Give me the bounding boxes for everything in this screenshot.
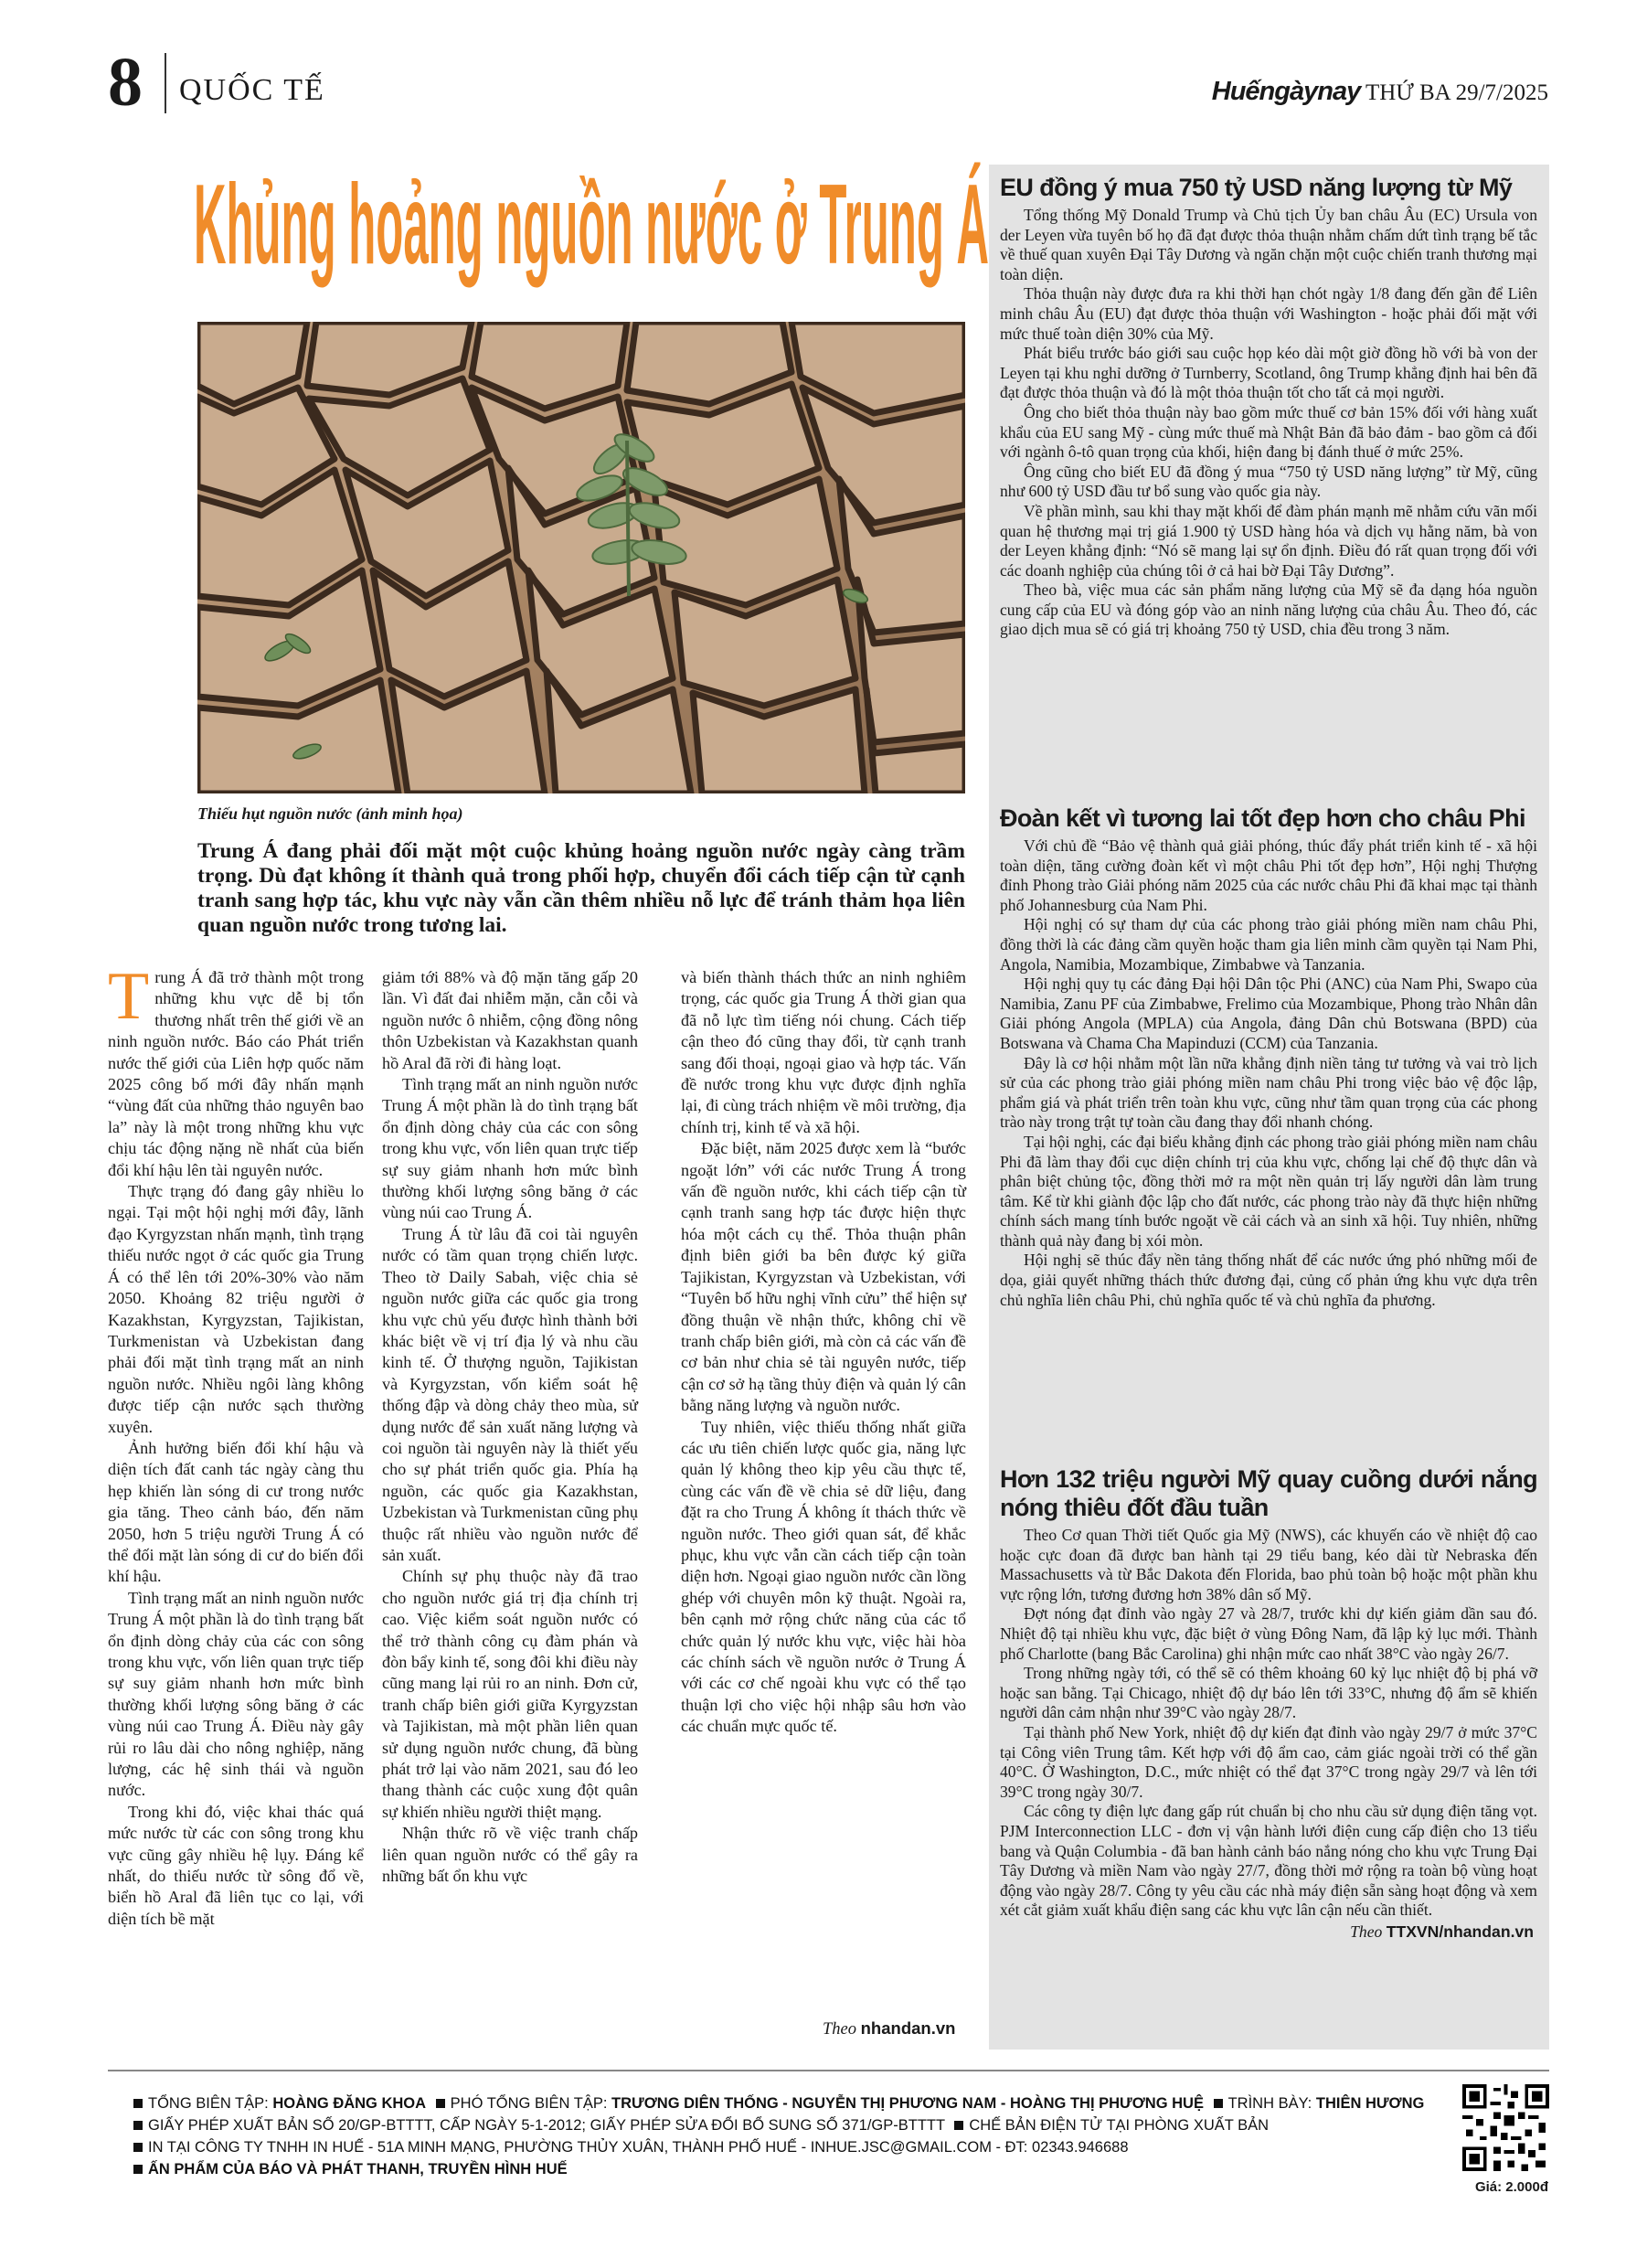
sidebar-paragraph: Ông cũng cho biết EU đã đồng ý mua “750 tỷ USD năng lượng” từ Mỹ, cũng như 600 tỷ USD đầu tư bổ sung vào quốc gia này. [1000, 462, 1537, 501]
article-paragraph: Nhận thức rõ về việc tranh chấp liên quan nguồn nước có thể gây ra những bất ổn khu vực [382, 1824, 638, 1886]
article-headline [194, 155, 989, 293]
sidebar-paragraph: Với chủ đề “Bảo vệ thành quả giải phóng, thúc đẩy phát triển kinh tế - xã hội toàn diện, tăng cường đoàn kết vì một châu Phi tốt đẹp hơn”, Hội nghị Thượng đỉnh Phong trào Giải phóng năm 2025 của các nước châu Phi đã khai mạc tại thành phố Johannesburg của Nam Phi. [1000, 836, 1537, 914]
article-paragraph: Thực trạng đó đang gây nhiều lo ngại. Tại một hội nghị mới đây, lãnh đạo Kyrgyzstan nhấn mạnh, tình trạng thiếu nước ngọt ở các quốc gia Trung Á có thể lên tới 20%-30% vào năm 2050. Khoảng 82 triệu người ở Kazakhstan, Kyrgyzstan, Tajikistan, Turkmenistan và Uzbekistan đang phải đối mặt tình trạng mất an ninh nguồn nước. Nhiều ngôi làng không được tiếp cận nước sạch thường xuyên. [108, 1182, 364, 1436]
sidebar-story-africa [1000, 804, 1537, 1310]
newspaper-logo: Huếngàynay [1211, 77, 1361, 106]
article-source: Theo nhandan.vn [823, 2018, 956, 2039]
article-paragraph: Tuy nhiên, việc thiếu thống nhất giữa các ưu tiên chiến lược quốc gia, năng lực quản lý không theo kịp yêu cầu thực tế, cùng các vấn đề về chia sẻ dữ liệu, đang đặt ra cho Trung Á không ít thách thức về nguồn nước. Theo giới quan sát, để khắc phục, khu vực vẫn cần cách tiếp cận toàn diện hơn. Ngoại giao nguồn nước cần lồng ghép với chuyên môn kỹ thuật. Ngoài ra, bên cạnh mở rộng chức năng của các tổ chức quản lý nước khu vực, việc hài hòa các chính sách về nguồn nước ở Trung Á với các cơ chế ngoài khu vực có thể tạo thuận lợi cho việc hội nhập sâu hơn vào các chuẩn mực quốc tế. [681, 1417, 966, 1736]
article-lead: Trung Á đang phải đối mặt một cuộc khủng hoảng nguồn nước ngày càng trầm trọng. Dù đạt không ít thành quả trong phối hợp, chuyển đổi cách tiếp cận từ cạnh tranh sang hợp tác, khu vực này vẫn cần thêm nhiều nỗ lực để tránh thảm họa liên quan nguồn nước trong tương lai. [197, 839, 965, 937]
photo-caption: Thiếu hụt nguồn nước (ảnh minh họa) [197, 804, 463, 823]
sidebar-paragraph: Ông cho biết thỏa thuận này bao gồm mức thuế cơ bản 15% đối với hàng xuất khẩu của EU sang Mỹ - cùng mức thuế mà Nhật Bản đã bảo đảm - bao gồm cả đối với ngành ô-tô quan trọng của khối, hiện đang bị đánh thuế ở mức 25%. [1000, 402, 1537, 462]
sidebar-story-heatwave [1000, 1465, 1537, 1942]
imprint-row: IN TẠI CÔNG TY TNHH IN HUẾ - 51A MINH MẠNG, PHƯỜNG THỦY XUÂN, THÀNH PHỐ HUẾ - INHUE.JSC@GMAIL.COM - ĐT: 02343.946688 [128, 2137, 1426, 2159]
sidebar-paragraph: Đợt nóng đạt đỉnh vào ngày 27 và 28/7, trước khi dự kiến giảm dần sau đó. Nhiệt độ tại nhiều khu vực, đặc biệt ở vùng Đông Nam, đã lập kỷ lục mới. Thành phố Charlotte (bang Bắc Carolina) ghi nhận mức cao nhất 38°C vào ngày 26/7. [1000, 1604, 1537, 1663]
sidebar-story-title: Đoàn kết vì tương lai tốt đẹp hơn cho châu Phi [1000, 804, 1525, 832]
sidebar-paragraph: Hội nghị quy tụ các đảng Đại hội Dân tộc Phi (ANC) của Nam Phi, Swapo của Namibia, Zanu PF của Zimbabwe, Frelimo của Mozambique, Phong trào Nhân dân Giải phóng Angola (MPLA) của Angola, đảng Dân chủ Botswana (BPD) của Botswana và Chama Cha Mapinduzi (CCM) của Tanzania. [1000, 974, 1537, 1052]
drop-cap: T [108, 959, 150, 1034]
imprint-footer [128, 2093, 1426, 2181]
article-column-3 [681, 967, 966, 1738]
article-column-2 [382, 967, 638, 1887]
article-paragraph: giảm tới 88% và độ mặn tăng gấp 20 lần. Vì đất đai nhiễm mặn, cằn cỗi và nguồn nước ô nhiễm, cộng đồng nông thôn Uzbekistan và Kazakhstan quanh hồ Aral đã rời đi hàng loạt. [382, 968, 638, 1072]
imprint-row: TỔNG BIÊN TẬP: HOÀNG ĐĂNG KHOA PHÓ TỔNG BIÊN TẬP: TRƯƠNG DIÊN THỐNG - NGUYỄN THỊ PHƯƠNG NAM - HOÀNG THỊ PHƯƠNG HUỆ TRÌNH BÀY: THIÊN HƯƠNG [128, 2093, 1426, 2115]
imprint-row: GIẤY PHÉP XUẤT BẢN SỐ 20/GP-BTTTT, CẤP NGÀY 5-1-2012; GIẤY PHÉP SỬA ĐỔI BỔ SUNG SỐ 371/GP-BTTTT CHẾ BẢN ĐIỆN TỬ TẠI PHÒNG XUẤT BẢN [128, 2115, 1426, 2137]
page-number: 8 [108, 44, 143, 121]
article-paragraph: Trung Á đã trở thành một trong những khu vực dễ bị tổn thương nhất trên thế giới về an ninh nguồn nước. Báo cáo Phát triển nước thế giới của Liên hợp quốc năm 2025 công bố mới đây nhấn mạnh “vùng đất của những thảo nguyên bao la” này là một trong những khu vực chịu tác động nặng nề nhất của biến đổi khí hậu lên tài nguyên nước. [108, 959, 364, 1179]
issue-date: THỨ BA 29/7/2025 [1365, 80, 1548, 105]
sidebar-paragraph: Theo bà, việc mua các sản phẩm năng lượng của Mỹ sẽ đa dạng hóa nguồn cung cấp của EU và đóng góp vào an ninh năng lượng của châu Âu. Theo đó, các giao dịch mua sẽ có giá trị khoảng 750 tỷ USD, chia đều trong 3 năm. [1000, 580, 1537, 639]
article-paragraph: Đặc biệt, năm 2025 được xem là “bước ngoặt lớn” với các nước Trung Á trong vấn đề nguồn nước, khi cách tiếp cận từ cạnh tranh sang hợp tác được hiện thực hóa một cách cụ thể. Thỏa thuận phân định biên giới ba bên được ký giữa Tajikistan, Kyrgyzstan và Uzbekistan, với “Tuyên bố hữu nghị vĩnh cửu” thể hiện sự đồng thuận về nhận thức, không chỉ về tranh chấp biên giới, mà còn cả các vấn đề cơ bản như chia sẻ tài nguyên nước, tiếp cận cơ sở hạ tầng thủy điện và quản lý cân bằng năng lượng và nguồn nước. [681, 1139, 966, 1415]
sidebar-source: Theo TTXVN/nhandan.vn [1350, 1922, 1534, 1941]
article-photo [197, 322, 965, 793]
sidebar-paragraph: Tại thành phố New York, nhiệt độ dự kiến đạt đỉnh vào ngày 29/7 ở mức 37°C tại Công viên Trung tâm. Kết hợp với độ ẩm cao, cảm giác ngoài trời có thể gần 40°C. Ở Washington, D.C., mức nhiệt có thể đạt 37°C trong ngày 29/7 và lên tới 39°C trong ngày 30/7. [1000, 1722, 1537, 1801]
sidebar-paragraph: Về phần mình, sau khi thay mặt khối để đàm phán mạnh mẽ nhằm cứu vãn mối quan hệ thương mại trị giá 1.900 tỷ USD hàng hóa và dịch vụ hằng năm, bà von der Leyen khẳng định: “Nó sẽ mang lại sự ổn định. Điều đó rất quan trọng đối với các doanh nghiệp của chúng tôi ở cả hai bờ Đại Tây Dương”. [1000, 501, 1537, 580]
sidebar-paragraph: Trong những ngày tới, có thể sẽ có thêm khoảng 60 kỷ lục nhiệt độ bị phá vỡ hoặc san bằng. Tại Chicago, nhiệt độ dự báo lên tới 33°C, nhưng độ ẩm sẽ khiến người dân cảm nhận như 39°C vào ngày 28/7. [1000, 1664, 1537, 1722]
sidebar-paragraph: Hội nghị có sự tham dự của các phong trào giải phóng miền nam châu Phi, đồng thời là các đảng cầm quyền hoặc tham gia liên minh cầm quyền tại Nam Phi, Angola, Namibia, Mozambique, Zimbabwe và Tanzania. [1000, 915, 1537, 974]
footer-divider [108, 2070, 1549, 2071]
sidebar-paragraph: Tổng thống Mỹ Donald Trump và Chủ tịch Ủy ban châu Âu (EC) Ursula von der Leyen vừa tuyên bố họ đã đạt được thỏa thuận nhằm chấm dứt tình trạng bế tắc về thuế quan xuyên Đại Tây Dương và ngăn chặn một cuộc chiến tranh thương mại toàn diện. [1000, 206, 1537, 283]
article-paragraph: Tình trạng mất an ninh nguồn nước Trung Á một phần là do tình trạng bất ổn định dòng chảy của các con sông trong khu vực, vốn liên quan trực tiếp sự suy giảm nhanh hơn mức bình thường khối lượng sông băng ở các vùng núi cao Trung Á. [382, 1075, 638, 1222]
sidebar-paragraph: Tại hội nghị, các đại biểu khẳng định các phong trào giải phóng miền nam châu Phi đã làm thay đổi cục diện chính trị của khu vực, chống lại chế độ thực dân và phân biệt chủng tộc, đồng thời mở ra một nền quản trị lấy người dân làm trung tâm. Kể từ khi giành độc lập cho đất nước, các phong trào này đã thực hiện những chính sách mang tính bước ngoặt về cải cách và an sinh xã hội. Tuy nhiên, những thành quả này đang bị xói mòn. [1000, 1132, 1537, 1250]
sidebar-paragraph: Thỏa thuận này được đưa ra khi thời hạn chót ngày 1/8 đang đến gần để Liên minh châu Âu (EU) đạt được thỏa thuận với Washington - hoặc phải đối mặt với mức thuế toàn diện 30% của Mỹ. [1000, 284, 1537, 343]
sidebar-paragraph: Theo Cơ quan Thời tiết Quốc gia Mỹ (NWS), các khuyến cáo về nhiệt độ cao hoặc cực đoan đã được ban hành tại 29 tiểu bang, kéo dài từ Nebraska đến Massachusetts và từ Bắc Dakota đến Florida, bao phủ toàn bộ hoặc một phần khu vực rộng lớn, tương đương hơn 38% dân số Mỹ. [1000, 1526, 1537, 1603]
sidebar-story-title: EU đồng ý mua 750 tỷ USD năng lượng từ Mỹ [1000, 174, 1513, 201]
sidebar-paragraph: Đây là cơ hội nhằm một lần nữa khẳng định niền tảng tư tưởng và vai trò lịch sử của các phong trào giải phóng miền nam châu Phi trong việc bảo vệ độc lập, phẩm giá và phát triển trên toàn khu vực, cũng như tầm quan trọng của các phong trào này trong trật tự toàn cầu đang thay đổi nhanh chóng. [1000, 1053, 1537, 1132]
sidebar-paragraph: Hội nghị sẽ thúc đẩy nền tảng thống nhất để các nước ứng phó những mối đe dọa, giải quyết những thách thức đương đại, củng cố phản ứng khu vực dựa trên chủ nghĩa liên châu Phi, chủ nghĩa quốc tế và chủ nghĩa đa phương. [1000, 1251, 1537, 1309]
article-paragraph: Tình trạng mất an ninh nguồn nước Trung Á một phần là do tình trạng bất ổn định dòng chảy của các con sông trong khu vực, vốn liên quan trực tiếp sự suy giảm nhanh hơn mức bình thường khối lượng sông băng ở các vùng núi cao Trung Á. Điều này gây rủi ro lâu dài cho nông nghiệp, năng lượng, các hệ sinh thái và nguồn nước. [108, 1588, 364, 1800]
price-label: Giá: 2.000đ [1474, 2179, 1548, 2195]
article-paragraph: Ảnh hưởng biến đổi khí hậu và diện tích đất canh tác ngày càng thu hẹp khiến làn sóng di cư trong nước gia tăng. Theo cảnh báo, đến năm 2050, hơn 5 triệu người Trung Á có thể đối mặt làn sóng di cư do biến đổi khí hậu. [108, 1438, 364, 1586]
section-divider [165, 53, 166, 113]
imprint-row: ẤN PHẨM CỦA BÁO VÀ PHÁT THANH, TRUYỀN HÌNH HUẾ [128, 2159, 1426, 2181]
article-paragraph: Trong khi đó, việc khai thác quá mức nước từ các con sông trong khu vực cũng gây nhiều hệ lụy. Đáng kể nhất, do thiếu nước từ sông đổ về, biển hồ Aral đã liên tục co lại, với diện tích bề mặt [108, 1802, 364, 1928]
sidebar-story-eu [1000, 174, 1537, 640]
article-paragraph: Chính sự phụ thuộc này đã trao cho nguồn nước giá trị địa chính trị cao. Việc kiểm soát nguồn nước có thể trở thành công cụ đàm phán và đòn bẩy kinh tế, song đôi khi điều này cũng mang lại rủi ro an ninh. Đơn cử, tranh chấp biên giới giữa Kyrgyzstan và Tajikistan, mà một phần liên quan sử dụng nguồn nước chung, đã bùng phát trở lại vào năm 2021, sau đó leo thang thành các cuộc xung đột quân sự khiến nhiều người thiệt mạng. [382, 1567, 638, 1821]
sidebar-paragraph: Các công ty điện lực đang gấp rút chuẩn bị cho nhu cầu sử dụng điện tăng vọt. PJM Interconnection LLC - đơn vị vận hành lưới điện cung cấp điện cho 13 tiểu bang và Quận Columbia - đã ban hành cảnh báo nắng nóng cho khu vực Trung Đại Tây Dương và miền Nam vào ngày 27/7, đồng thời mở rộng ra toàn bộ vùng hoạt động vào ngày 28/7. Công ty yêu cầu các nhà máy điện sẵn sàng hoạt động và xem xét cắt giảm xuất khẩu điện sang các khu vực lân cận nếu cần thiết. [1000, 1802, 1537, 1920]
sidebar-paragraph: Phát biểu trước báo giới sau cuộc họp kéo dài một giờ đồng hồ với bà von der Leyen tại khu nghỉ dưỡng ở Turnberry, Scotland, ông Trump khẳng định hai bên đã đạt được thỏa thuận và đó là một thỏa thuận tốt cho tất cả mọi người. [1000, 344, 1537, 402]
masthead [1212, 77, 1548, 107]
section-name: QUỐC TẾ [179, 73, 325, 107]
article-paragraph: Trung Á từ lâu đã coi tài nguyên nước có tầm quan trọng chiến lược. Theo tờ Daily Sabah, việc chia sẻ nguồn nước giữa các quốc gia trong khu vực chủ yếu được hình thành bởi khác biệt về vị trí địa lý và nhu cầu kinh tế. Ở thượng nguồn, Tajikistan và Kyrgyzstan, vốn kiểm soát hệ thống đập và dòng chảy theo mùa, sử dụng nước để sản xuất năng lượng và coi nguồn tài nguyên này là thiết yếu cho sự phát triển quốc gia. Phía hạ nguồn, các quốc gia Kazakhstan, Uzbekistan và Turkmenistan cũng phụ thuộc rất nhiều vào nguồn nước để sản xuất. [382, 1224, 638, 1564]
article-column-1 [108, 959, 364, 1930]
svg-text:Khủng hoảng nguồn nước ở Trung: Khủng hoảng nguồn nước ở Trung Á [194, 162, 989, 288]
qr-code-icon [1462, 2084, 1549, 2171]
sidebar-story-title: Hơn 132 triệu người Mỹ quay cuồng dưới nắng nóng thiêu đốt đầu tuần [1000, 1465, 1537, 1521]
article-paragraph: và biến thành thách thức an ninh nghiêm trọng, các quốc gia Trung Á thời gian qua đã nỗ lực tìm tiếng nói chung. Cách tiếp cận theo đó cũng thay đổi, từ cạnh tranh sang đối thoại, ngoại giao và hợp tác. Vấn đề nước trong khu vực được định nghĩa lại, đi cùng trách nhiệm về môi trường, địa chính trị, kinh tế và xã hội. [681, 968, 966, 1136]
